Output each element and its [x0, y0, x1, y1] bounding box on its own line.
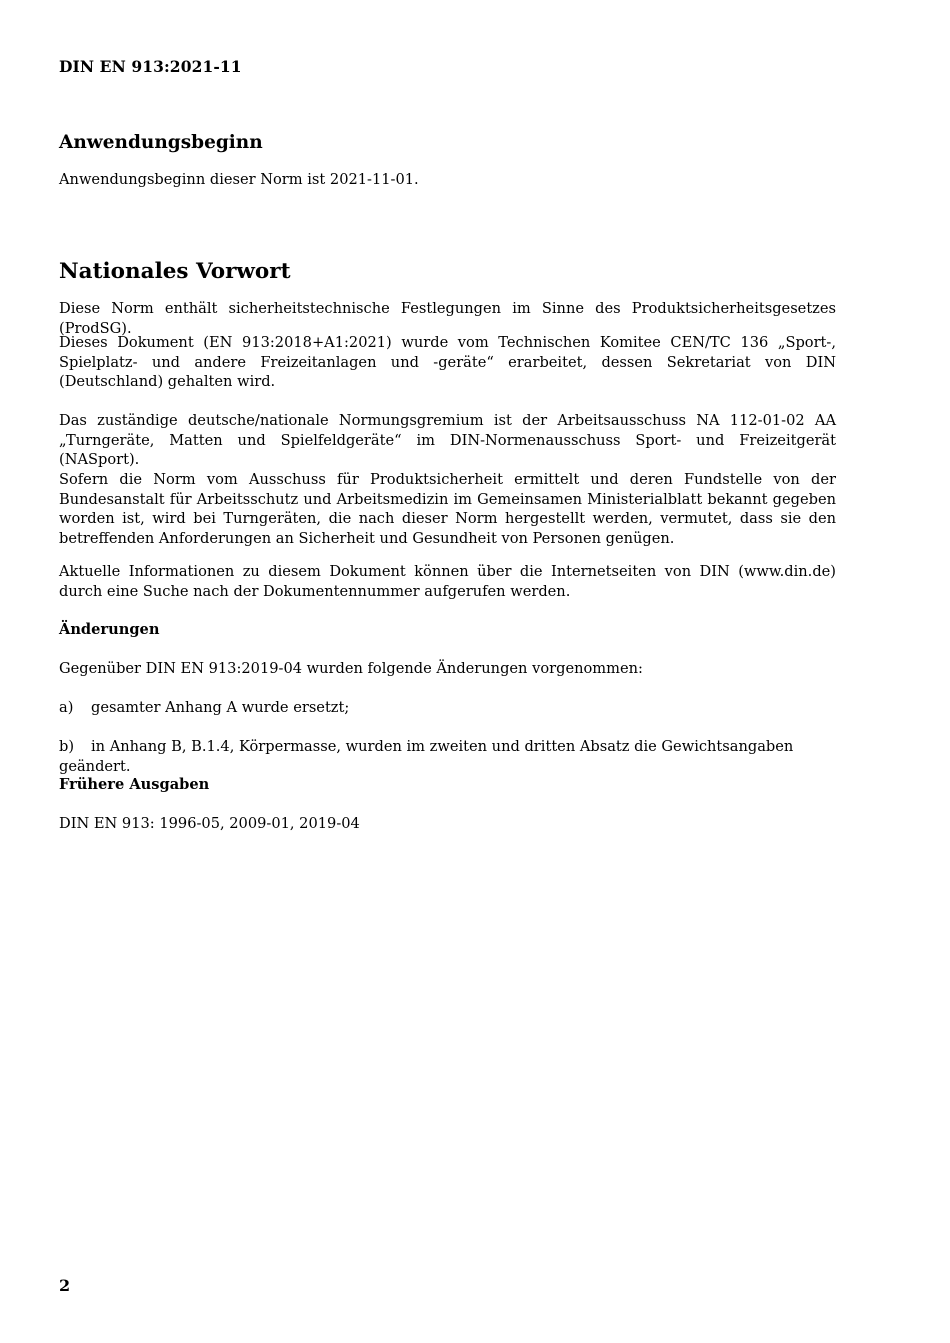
list-item [59, 737, 836, 776]
list-marker: b) [59, 738, 75, 755]
foreword-paragraph-3: Das zuständige deutsche/nationale Normungsgremium ist der Arbeitsausschuss NA 112-01-02 AA „Turngeräte, Matten und Spielfeldgeräte“ im DIN-Normenausschuss Sport- und Freizeitgerät (NASport). [59, 412, 836, 469]
application-heading: Anwendungsbeginn [59, 132, 263, 153]
foreword-paragraph-4: Sofern die Norm vom Ausschuss für Produktsicherheit ermittelt und deren Fundstelle von der Bundesanstalt für Arbeitsschutz und Arbeitsmedizin im Gemeinsamen Ministerialblatt bekannt gegeben worden ist, wird bei Turngeräten, die nach dieser Norm hergestellt werden, vermutet, dass sie den betreffenden Anforderungen an Sicherheit und Gesundheit von Personen genügen. [59, 471, 836, 547]
list-marker: a) [59, 699, 74, 716]
standard-identifier: DIN EN 913:2021-11 [59, 57, 242, 76]
list-item [59, 698, 836, 718]
foreword-paragraph-1: Diese Norm enthält sicherheitstechnische Festlegungen im Sinne des Produktsicherheitsgesetzes (ProdSG). [59, 300, 836, 337]
changes-intro: Gegenüber DIN EN 913:2019-04 wurden folgende Änderungen vorgenommen: [59, 660, 643, 677]
list-item-text: in Anhang B, B.1.4, Körpermasse, wurden im zweiten und dritten Absatz die Gewichtsangaben geändert. [59, 738, 794, 775]
application-text: Anwendungsbeginn dieser Norm ist 2021-11-01. [59, 171, 419, 188]
foreword-paragraph-2: Dieses Dokument (EN 913:2018+A1:2021) wurde vom Technischen Komitee CEN/TC 136 „Sport-, Spielplatz- und andere Freizeitanlagen und -geräte“ erarbeitet, dessen Sekretariat von DIN (Deutschland) gehalten wird. [59, 334, 836, 391]
foreword-paragraph-5: Aktuelle Informationen zu diesem Dokument können über die Internetseiten von DIN (www.din.de) durch eine Suche nach der Dokumentennummer aufgerufen werden. [59, 563, 836, 600]
previous-editions-heading: Frühere Ausgaben [59, 776, 210, 793]
list-item-text: gesamter Anhang A wurde ersetzt; [91, 699, 350, 716]
changes-heading: Änderungen [59, 621, 160, 638]
page-number: 2 [59, 1276, 71, 1295]
previous-editions-text: DIN EN 913: 1996-05, 2009-01, 2019-04 [59, 815, 360, 832]
foreword-heading: Nationales Vorwort [59, 259, 291, 284]
